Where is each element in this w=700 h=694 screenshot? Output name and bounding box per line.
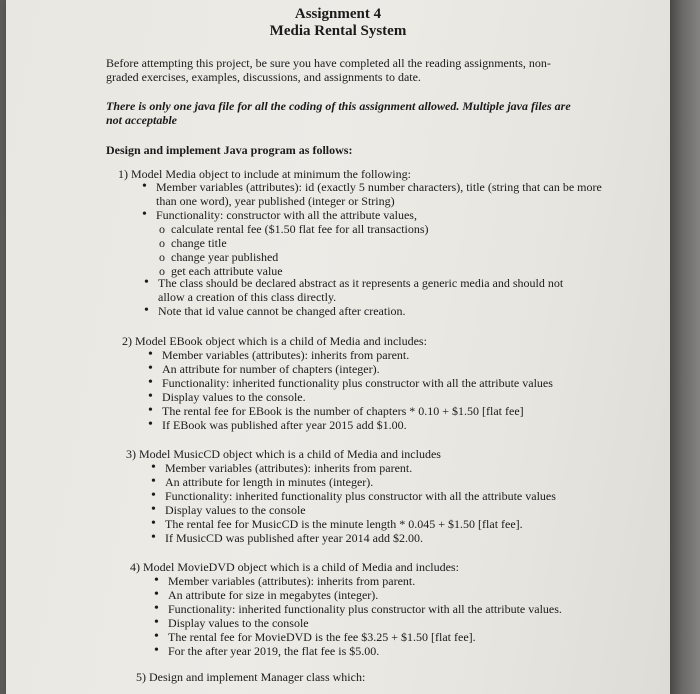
warning-paragraph: There is only one java file for all the coding of this assignment allowed. Multiple java files are not acceptable [106, 99, 571, 127]
document-page [6, 0, 670, 694]
section-4-bullet-4: • Display values to the console [168, 616, 618, 630]
section-4-bullet-2: • An attribute for size in megabytes (integer). [168, 588, 618, 602]
section-3-label: 3) Model MusicCD object which is a child of Media and includes [126, 447, 441, 461]
page-title: Assignment 4 [294, 6, 382, 22]
section-2-bullet-6: • If EBook was published after year 2015 add $1.00. [162, 418, 612, 432]
section-3-bullet-1: • Member variables (attributes): inherits from parent. [165, 461, 615, 475]
section-3-bullet-5: • The rental fee for MusicCD is the minute length * 0.045 + $1.50 [flat fee]. [165, 517, 615, 531]
design-heading: Design and implement Java program as follows: [106, 143, 353, 157]
section-1-bullet-4: • Note that id value cannot be changed after creation. [158, 304, 588, 318]
section-2-label: 2) Model EBook object which is a child of Media and includes: [122, 334, 427, 348]
section-2-bullet-4: • Display values to the console. [162, 390, 612, 404]
section-4-bullet-3: • Functionality: inherited functionality plus constructor with all the attribute values. [168, 602, 618, 616]
section-3-bullet-3: • Functionality: inherited functionality plus constructor with all the attribute values [165, 489, 615, 503]
section-1-label: 1) Model Media object to include at minimum the following: [118, 167, 411, 181]
section-5-label: 5) Design and implement Manager class which: [136, 670, 366, 684]
section-1-bullet-2: • Functionality: constructor with all the attribute values, [156, 208, 616, 222]
section-2-bullet-2: • An attribute for number of chapters (integer). [162, 362, 612, 376]
section-4-bullet-6: • For the after year 2019, the flat fee is $5.00. [168, 644, 618, 658]
section-1-subitem-2: o change title [171, 236, 227, 250]
background-edge [670, 0, 700, 694]
section-4-bullet-1: • Member variables (attributes): inherits from parent. [168, 574, 618, 588]
section-1-subitem-4: o get each attribute value [171, 264, 283, 278]
section-4-label: 4) Model MovieDVD object which is a child of Media and includes: [130, 560, 459, 574]
section-2-bullet-5: • The rental fee for EBook is the number of chapters * 0.10 + $1.50 [flat fee] [162, 404, 612, 418]
section-2-bullet-3: • Functionality: inherited functionality plus constructor with all the attribute values [162, 376, 612, 390]
section-1-bullet-1: • Member variables (attributes): id (exactly 5 number characters), title (string that can be more than one word), year published (integer or String) [156, 180, 616, 208]
section-3-bullet-2: • An attribute for length in minutes (integer). [165, 475, 615, 489]
page-subtitle: Media Rental System [269, 23, 407, 39]
intro-paragraph: Before attempting this project, be sure you have completed all the reading assignments, non-graded exercises, examples, discussions, and assignments to date. [106, 56, 551, 84]
section-4-bullet-5: • The rental fee for MovieDVD is the fee $3.25 + $1.50 [flat fee]. [168, 630, 618, 644]
section-1-subitem-1: o calculate rental fee ($1.50 flat fee for all transactions) [171, 222, 429, 236]
section-3-bullet-6: • If MusicCD was published after year 2014 add $2.00. [165, 531, 615, 545]
section-1-subitem-3: o change year published [171, 250, 278, 264]
section-1-bullet-3: • The class should be declared abstract as it represents a generic media and should not allow a creation of this class directly. [158, 276, 588, 304]
section-3-bullet-4: • Display values to the console [165, 503, 615, 517]
section-2-bullet-1: • Member variables (attributes): inherits from parent. [162, 348, 612, 362]
